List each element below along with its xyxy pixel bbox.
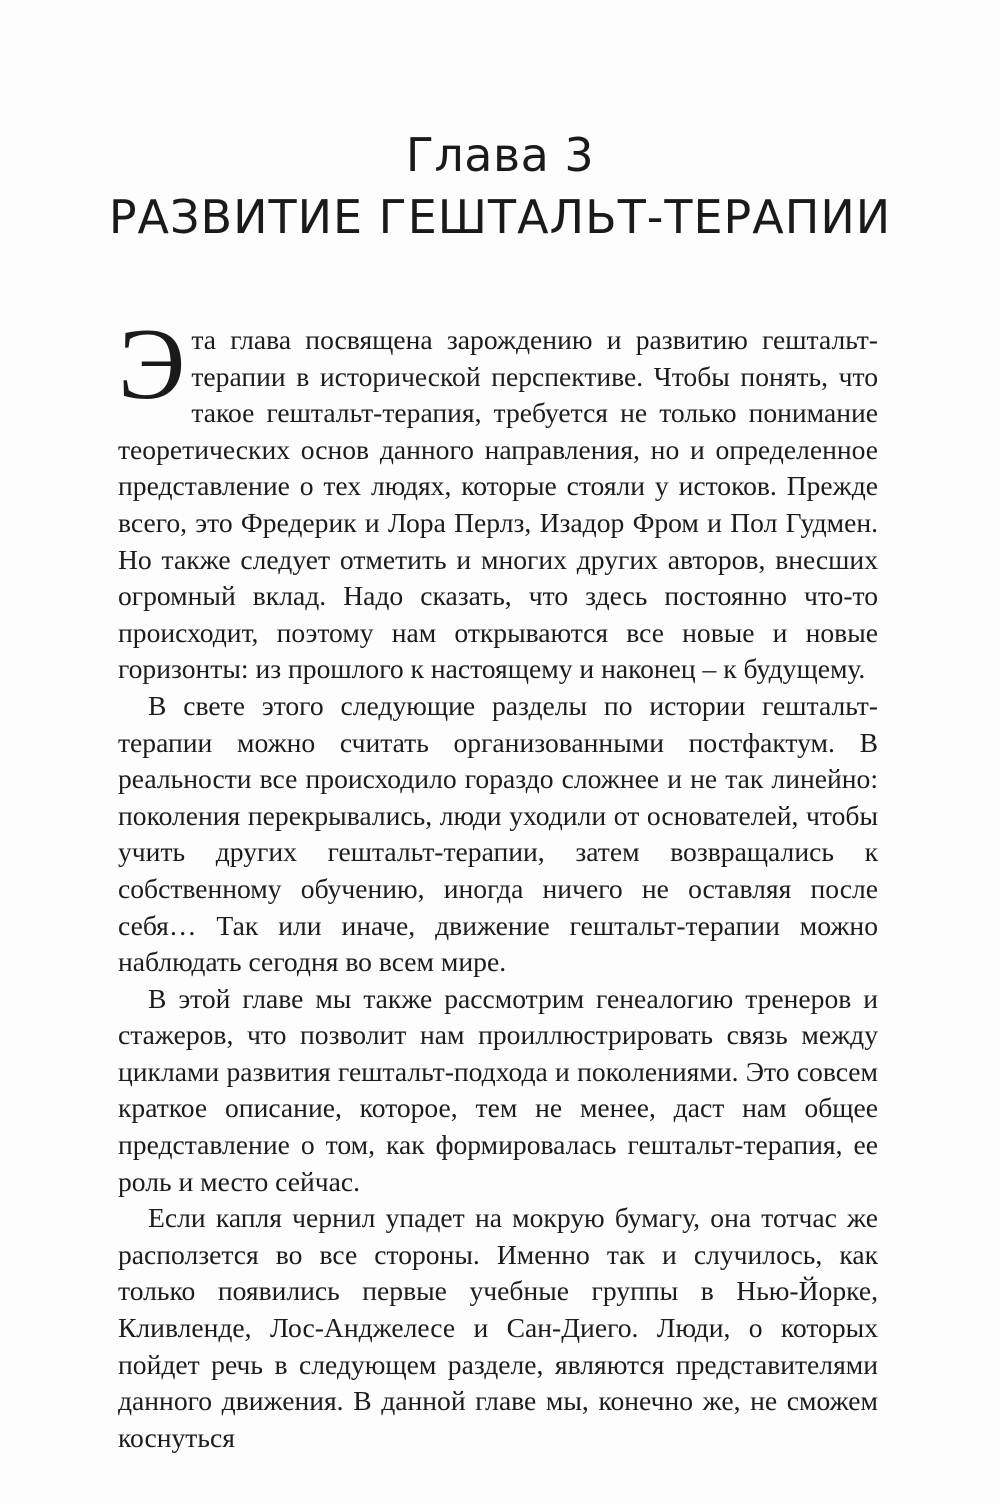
chapter-number: Глава 3 — [405, 128, 595, 182]
drop-cap-letter: Э — [118, 308, 186, 421]
paragraph-3: В этой главе мы также рассмотрим генеалогию тренеров и стажеров, что позволит нам проиллюстрировать связь между циклами развития гештальт-подхода и поколениями. Это совсем краткое описание, которое, тем не менее, даст нам общее представление о том, как формировалась гештальт-терапия, ее роль и место сейчас. — [118, 982, 878, 1197]
paragraph-2: В свете этого следующие разделы по истории гештальт-терапии можно считать организованными постфактум. В реальности все происходило гораздо сложнее и не так линейно: поколения перекрывались, люди уходили от основателей, чтобы учить других гештальт-терапии, затем возвращались к собственному обучению, иногда ничего не оставляя после себя… Так или иначе, движение гештальт-терапии можно наблюдать сегодня во всем мире. — [118, 689, 878, 978]
chapter-body — [118, 308, 878, 1456]
paragraph-1-text: та глава посвящена зарождению и развитию гештальт-терапии в исторической перспективе. Чтобы понять, что такое гештальт-терапия, требуется не только понимание теоретических основ данного направления, но и определенное представление о тех людях, которые стояли у истоков. Прежде всего, это Фредерик и Лора Перлз, Изадор Фром и Пол Гудмен. Но также следует отметить и многих других авторов, внесших огромный вклад. Надо сказать, что здесь постоянно что-то происходит, поэтому нам открываются все новые и новые горизонты: из прошлого к настоящему и наконец – к будущему. — [118, 324, 878, 685]
paragraph-1 — [118, 308, 878, 688]
paragraph-4: Если капля чернил упадет на мокрую бумагу, она тотчас же расползется во все стороны. Именно так и случилось, как только появились первые учебные группы в Нью-Йорке, Кливленде, Лос-Анджелесе и Сан-Диего. Люди, о которых пойдет речь в следующем разделе, являются представителями данного движения. В данной главе мы, конечно же, не сможем коснуться — [118, 1202, 878, 1453]
chapter-title: РАЗВИТИЕ ГЕШТАЛЬТ-ТЕРАПИИ — [108, 190, 892, 244]
